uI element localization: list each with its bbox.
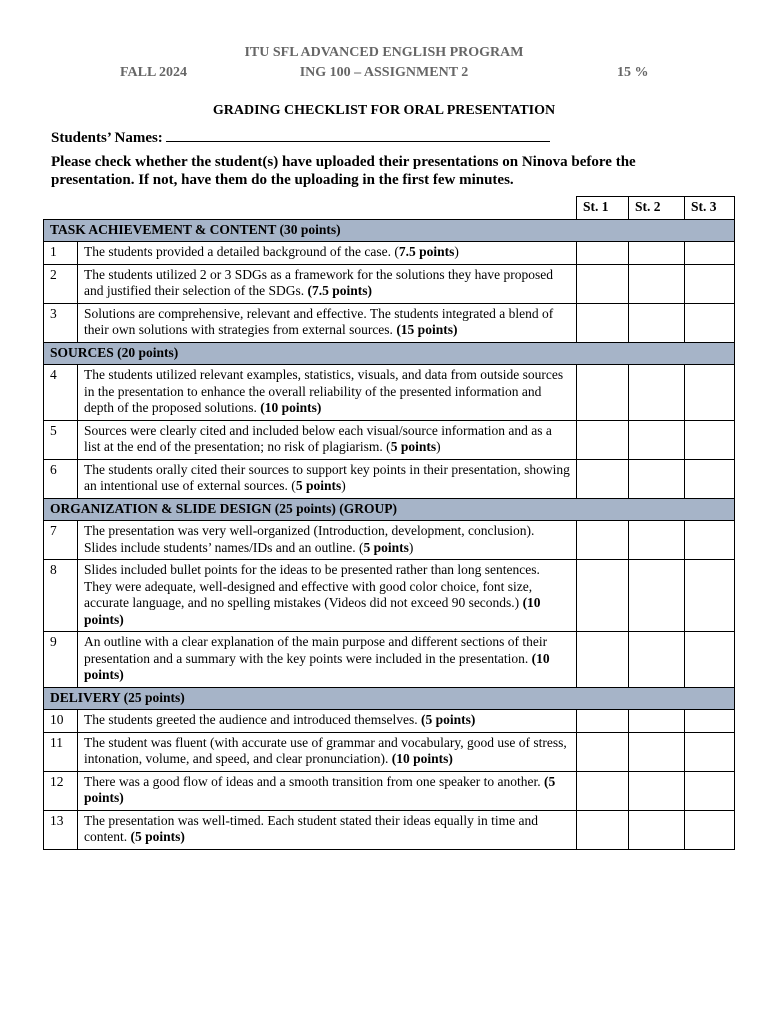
student-check-cell[interactable]: [577, 242, 629, 265]
criterion-description: The students provided a detailed background of the case. (: [84, 244, 399, 259]
student-check-cell[interactable]: [577, 420, 629, 459]
criterion-row: [44, 710, 735, 733]
student-check-cell[interactable]: [577, 264, 629, 303]
students-names-row: [51, 127, 550, 147]
criterion-text: [78, 810, 577, 849]
criterion-description: The presentation was very well-organized (Introduction, development, conclusion). Slides include students’ names/IDs and an outline. (: [84, 523, 535, 555]
student-check-cell[interactable]: [685, 560, 735, 632]
student-check-cell[interactable]: [629, 242, 685, 265]
student-check-cell[interactable]: [629, 732, 685, 771]
section-title: ORGANIZATION & SLIDE DESIGN (25 points) (GROUP): [44, 498, 735, 521]
criterion-number: 9: [44, 632, 78, 688]
criterion-number: 1: [44, 242, 78, 265]
criterion-row: [44, 771, 735, 810]
section-header-row: [44, 498, 735, 521]
criterion-tail: ): [436, 439, 441, 454]
criterion-text: [78, 303, 577, 342]
criterion-row: [44, 303, 735, 342]
criterion-tail: ): [454, 244, 459, 259]
criterion-tail: ): [341, 478, 346, 493]
students-names-label: Students’ Names:: [51, 130, 163, 146]
criterion-points: 5 points: [295, 478, 342, 493]
criterion-number: 3: [44, 303, 78, 342]
student-check-cell[interactable]: [629, 810, 685, 849]
criterion-row: [44, 632, 735, 688]
student-check-cell[interactable]: [577, 632, 629, 688]
criterion-row: [44, 459, 735, 498]
criterion-points: (7.5 points): [307, 283, 372, 298]
criterion-number: 8: [44, 560, 78, 632]
criterion-number: 7: [44, 521, 78, 560]
criterion-tail: ): [408, 539, 414, 555]
student-check-cell[interactable]: [685, 732, 735, 771]
criterion-points: (10 points): [84, 595, 541, 627]
student-check-cell[interactable]: [577, 710, 629, 733]
criterion-description: The students orally cited their sources to support key points in their presentation, showing an intentional use of external sources. (: [84, 461, 570, 493]
section-header-row: [44, 687, 735, 710]
criterion-number: 11: [44, 732, 78, 771]
criterion-points: (10 points): [391, 751, 453, 766]
student-check-cell[interactable]: [685, 632, 735, 688]
student-check-cell[interactable]: [629, 303, 685, 342]
criterion-description: Sources were clearly cited and included below each visual/source information and as a list at the end of the presentation; no risk of plagiarism. (: [84, 422, 552, 454]
criterion-number: 6: [44, 459, 78, 498]
student-check-cell[interactable]: [629, 560, 685, 632]
student-check-cell[interactable]: [629, 710, 685, 733]
section-title: DELIVERY (25 points): [44, 687, 735, 710]
criterion-number: 2: [44, 264, 78, 303]
student-check-cell[interactable]: [685, 459, 735, 498]
instruction-text: Please check whether the student(s) have uploaded their presentations on Ninova before the presentation. If not, have them do the uploading in the first few minutes.: [51, 154, 636, 188]
student-check-cell[interactable]: [685, 365, 735, 421]
student-check-cell[interactable]: [629, 521, 685, 560]
student-check-cell[interactable]: [629, 365, 685, 421]
student-check-cell[interactable]: [685, 521, 735, 560]
student-check-cell[interactable]: [685, 420, 735, 459]
criterion-text: [78, 732, 577, 771]
criterion-number: 13: [44, 810, 78, 849]
section-header-row: [44, 219, 735, 242]
criterion-text: [78, 365, 577, 421]
student-check-cell[interactable]: [577, 459, 629, 498]
criterion-points: (5 points): [130, 829, 185, 844]
student-check-cell[interactable]: [577, 521, 629, 560]
header-blank-cell: [44, 197, 577, 220]
student-check-cell[interactable]: [577, 771, 629, 810]
student-check-cell[interactable]: [577, 365, 629, 421]
criterion-points: (5 points): [421, 712, 476, 727]
student-check-cell[interactable]: [685, 810, 735, 849]
student-column-header: St. 3: [685, 197, 735, 220]
criterion-points: 7.5 points: [398, 244, 455, 259]
criterion-description: The students greeted the audience and introduced themselves.: [84, 712, 422, 727]
student-check-cell[interactable]: [577, 810, 629, 849]
criterion-description: The students utilized relevant examples, statistics, visuals, and data from outside sources in the presentation to enhance the overall reliability of the presented information and depth of the proposed solutions.: [84, 367, 564, 415]
student-check-cell[interactable]: [577, 303, 629, 342]
section-title: SOURCES (20 points): [44, 342, 735, 365]
criterion-description: There was a good flow of ideas and a smooth transition from one speaker to another.: [84, 773, 544, 789]
criterion-points: (10 points): [84, 650, 550, 682]
criterion-description: Slides included bullet points for the ideas to be presented rather than long sentences. They were adequate, well-designed and effective with good color choice, font size, accurate language, and no spelling mistakes (Videos did not exceed 90 seconds.): [84, 562, 540, 610]
criterion-points: (10 points): [260, 400, 322, 415]
criterion-text: [78, 710, 577, 733]
criterion-text: [78, 521, 577, 560]
student-check-cell[interactable]: [629, 420, 685, 459]
criterion-text: [78, 264, 577, 303]
students-names-line[interactable]: [166, 127, 550, 142]
grading-table: [43, 196, 735, 850]
criterion-row: [44, 420, 735, 459]
student-check-cell[interactable]: [629, 632, 685, 688]
section-header-row: [44, 342, 735, 365]
criterion-points: (5 points): [84, 773, 556, 805]
criterion-text: [78, 420, 577, 459]
student-column-header: St. 2: [629, 197, 685, 220]
criterion-row: [44, 242, 735, 265]
criterion-description: The students utilized 2 or 3 SDGs as a framework for the solutions they have proposed and justified their selection of the SDGs.: [84, 266, 554, 298]
student-check-cell[interactable]: [685, 242, 735, 265]
criterion-number: 10: [44, 710, 78, 733]
page-title: GRADING CHECKLIST FOR ORAL PRESENTATION: [212, 103, 556, 118]
student-check-cell[interactable]: [629, 459, 685, 498]
criterion-row: [44, 365, 735, 421]
criterion-row: [44, 560, 735, 632]
criterion-row: [44, 810, 735, 849]
section-title: TASK ACHIEVEMENT & CONTENT (30 points): [44, 219, 735, 242]
criterion-points: 5 points: [390, 439, 437, 454]
student-header-row: [44, 197, 735, 220]
student-check-cell[interactable]: [629, 771, 685, 810]
student-column-header: St. 1: [577, 197, 629, 220]
criterion-points: 5 points: [363, 539, 409, 555]
criterion-points: (15 points): [396, 322, 458, 337]
program-title: ITU SFL ADVANCED ENGLISH PROGRAM: [244, 45, 524, 60]
criterion-description: An outline with a clear explanation of the main purpose and different sections of their presentation and a summary with the key points were included in the presentation.: [84, 634, 548, 666]
criterion-text: [78, 242, 577, 265]
criterion-description: Solutions are comprehensive, relevant and effective. The students integrated a blend of their own solutions with strategies from external sources.: [84, 305, 554, 337]
criterion-description: The student was fluent (with accurate use of grammar and vocabulary, good use of stress, intonation, volume, and speed, and clear pronunciation).: [84, 734, 567, 766]
criterion-row: [44, 264, 735, 303]
criterion-text: [78, 459, 577, 498]
student-check-cell[interactable]: [685, 303, 735, 342]
criterion-number: 5: [44, 420, 78, 459]
criterion-description: The presentation was well-timed. Each student stated their ideas equally in time and content.: [84, 812, 538, 844]
criterion-text: [78, 771, 577, 810]
student-check-cell[interactable]: [685, 264, 735, 303]
criterion-text: [78, 632, 577, 688]
criterion-row: [44, 521, 735, 560]
term-label: FALL 2024: [120, 65, 188, 80]
student-check-cell[interactable]: [685, 771, 735, 810]
criterion-row: [44, 732, 735, 771]
course-label: ING 100 – ASSIGNMENT 2: [299, 65, 469, 80]
criterion-number: 4: [44, 365, 78, 421]
student-check-cell[interactable]: [685, 710, 735, 733]
student-check-cell[interactable]: [577, 560, 629, 632]
criterion-text: [78, 560, 577, 632]
weight-label: 15 %: [617, 65, 649, 80]
student-check-cell[interactable]: [577, 732, 629, 771]
student-check-cell[interactable]: [629, 264, 685, 303]
criterion-number: 12: [44, 771, 78, 810]
